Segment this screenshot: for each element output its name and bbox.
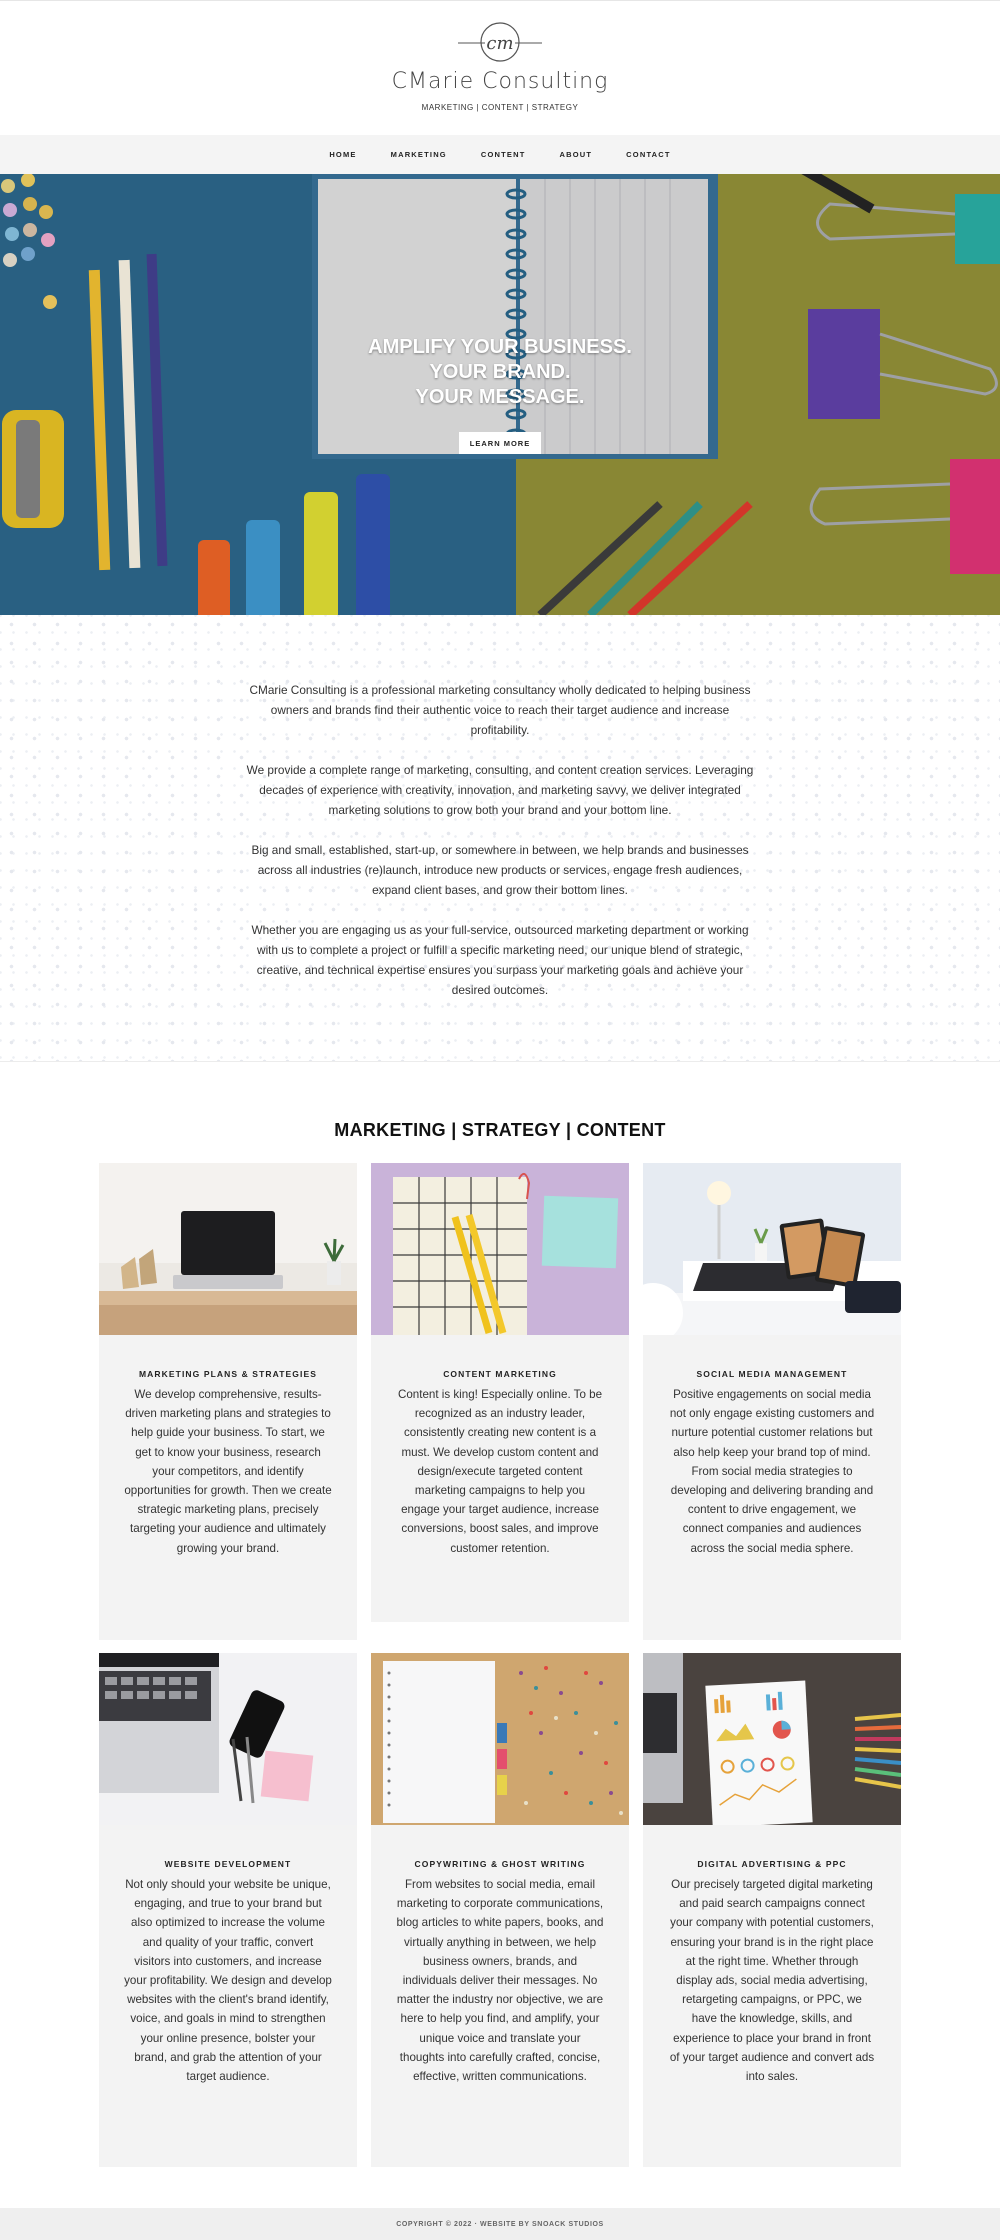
- service-text-marketing-plans: We develop comprehensive, results-driven marketing plans and strategies to help guide your business. To start, we get to know your business, research your competitors, and identify opportunities for growth. Then we create strategic marketing plans, precisely targeting your audience and ultimately growing your brand.: [124, 1388, 332, 1555]
- brand-tagline: MARKETING | CONTENT | STRATEGY: [421, 103, 579, 112]
- service-image-notepad-confetti: [371, 1653, 629, 1825]
- service-card-content-marketing: [371, 1163, 629, 1622]
- service-text-content-marketing: Content is king! Especially online. To be recognized as an industry leader, consistently creating new content is a must. We develop custom content and design/execute targeted content marketing campaigns to help you engage your target audience, increase conversions, boost sales, and improve customer retention.: [397, 1388, 603, 1555]
- service-card-copywriting: [371, 1653, 629, 2167]
- services-heading: MARKETING | STRATEGY | CONTENT: [334, 1120, 666, 1140]
- brand-name[interactable]: CMarie Consulting: [391, 69, 609, 94]
- service-image-charts-report: [643, 1653, 901, 1825]
- about-paragraph-3: Big and small, established, start-up, or somewhere in between, we help brands and businesses across all industries (re)launch, introduce new products or services, engage fresh audiences, expand client bases, and grow their bottom lines.: [251, 843, 749, 897]
- hero-line-2: YOUR BRAND.: [429, 361, 571, 383]
- hero-line-3: YOUR MESSAGE.: [415, 386, 585, 408]
- service-card-social-media: [643, 1163, 901, 1640]
- service-card-marketing-plans: [99, 1163, 357, 1640]
- nav-item-marketing[interactable]: MARKETING: [390, 150, 447, 159]
- site-header: [0, 0, 1000, 135]
- site-footer: [0, 2208, 1000, 2240]
- service-card-digital-advertising: [643, 1653, 901, 2167]
- service-title-copywriting: COPYWRITING & GHOST WRITING: [414, 1859, 586, 1869]
- service-title-content-marketing: CONTENT MARKETING: [443, 1369, 557, 1379]
- nav-item-content[interactable]: CONTENT: [480, 150, 526, 159]
- about-text: [240, 680, 760, 1020]
- nav-item-contact[interactable]: CONTACT: [626, 150, 671, 159]
- service-title-digital-advertising: DIGITAL ADVERTISING & PPC: [697, 1859, 847, 1869]
- service-text-digital-advertising: Our precisely targeted digital marketing and paid search campaigns connect your company with potential customers, ensuring your brand is in the right place at the right time. Whether through display ads, social media advertising, retargeting campaigns, or PPC, we have the knowledge, skills, and experience to place your brand in front of your target audience and convert ads into sales.: [669, 1878, 875, 2084]
- hero-line-1: AMPLIFY YOUR BUSINESS.: [368, 336, 632, 358]
- service-card-website-development: [99, 1653, 357, 2167]
- main-nav: [0, 135, 1000, 174]
- logo-monogram-icon[interactable]: [450, 19, 550, 65]
- nav-item-about[interactable]: ABOUT: [559, 150, 593, 159]
- service-title-marketing-plans: MARKETING PLANS & STRATEGIES: [139, 1369, 317, 1379]
- service-text-social-media: Positive engagements on social media not only engage existing customers and nurture potential customer relations but also help keep your brand top of mind. From social media strategies to developing and delivering branding and content to drive engagement, we connect companies and audiences across the social media sphere.: [669, 1388, 875, 1555]
- service-text-website-development: Not only should your website be unique, engaging, and true to your brand but also optimized to increase the volume and quality of your traffic, convert visitors into customers, and increase your profitability. We design and develop websites with the client's brand identify, voice, and goals in mind to strengthen your online presence, bolster your brand, and grab the attention of your target audience.: [124, 1878, 332, 2084]
- hero-banner: [0, 174, 1000, 615]
- service-title-website-development: WEBSITE DEVELOPMENT: [164, 1859, 292, 1869]
- about-paragraph-1: CMarie Consulting is a professional marketing consultancy wholly dedicated to helping business owners and brands find their authentic voice to reach their target audience and increase profitability.: [249, 683, 751, 737]
- about-paragraph-2: We provide a complete range of marketing, consulting, and content creation services. Leveraging decades of experience with creativity, innovation, and marketing savvy, we deliver integrated marketing solutions to grow both your brand and your bottom line.: [246, 763, 754, 817]
- service-text-copywriting: From websites to social media, email marketing to corporate communications, blog articles to white papers, books, and virtually anything in between, we help business owners, brands, and individuals deliver their messages. No matter the industry nor objective, we are here to help you find, and amplify, your unique voice and translate your thoughts into carefully crafted, concise, effective, written communications.: [396, 1878, 604, 2084]
- service-image-devices-desk: [643, 1163, 901, 1335]
- about-section: [0, 615, 1000, 1062]
- logo-monogram-text: cm: [486, 33, 514, 54]
- about-paragraph-4: Whether you are engaging us as your full-service, outsourced marketing department or working with us to complete a project or fulfill a specific marketing need, our unique blend of strategic, creative, and technical expertise ensures you surpass your marketing goals and achieve your desired outcomes.: [251, 923, 749, 997]
- service-title-social-media: SOCIAL MEDIA MANAGEMENT: [696, 1369, 848, 1379]
- nav-item-home[interactable]: HOME: [329, 150, 357, 159]
- footer-copyright: COPYRIGHT © 2022 · WEBSITE BY SNOACK STUDIOS: [396, 2220, 604, 2228]
- service-image-laptop-phone: [99, 1653, 357, 1825]
- learn-more-button[interactable]: LEARN MORE: [459, 432, 541, 454]
- service-image-laptop-desk: [99, 1163, 357, 1335]
- service-image-notebook-pencils: [371, 1163, 629, 1335]
- hero-headline: [0, 335, 1000, 410]
